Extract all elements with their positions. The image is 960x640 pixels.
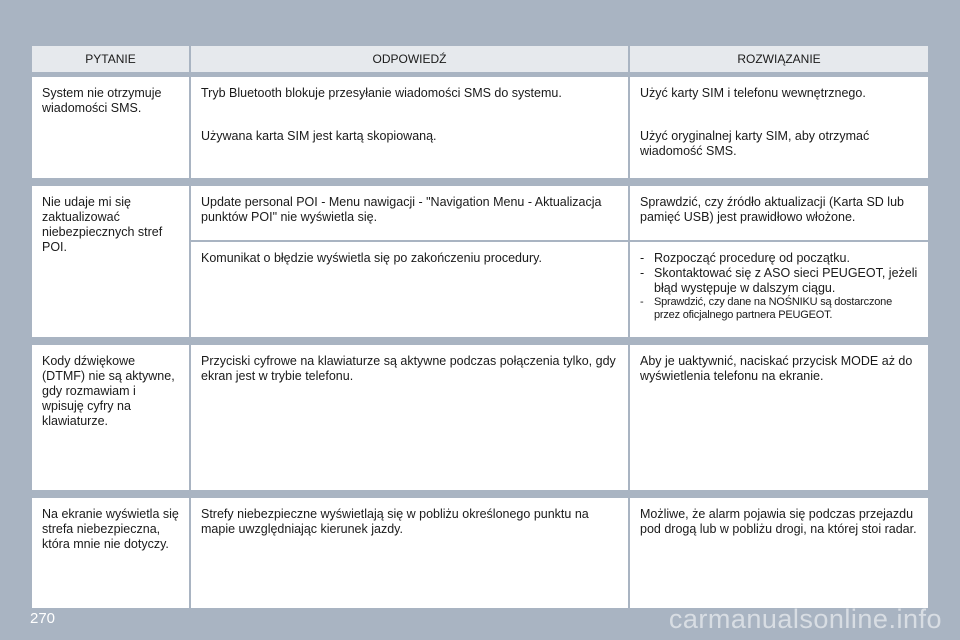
list-item: - Skontaktować się z ASO sieci PEUGEOT, jeżeli błąd występuje w dalszym ciągu. <box>640 266 918 296</box>
row2-question <box>32 186 189 337</box>
row2-answer-1: Update personal POI - Menu nawigacji - "Navigation Menu - Aktualizacja punktów POI" nie wyświetla się. <box>201 195 602 224</box>
row4-question <box>32 498 189 608</box>
row3-answer-1: Przyciski cyfrowe na klawiaturze są aktywne podczas połączenia tylko, gdy ekran jest w trybie telefonu. <box>201 354 616 383</box>
row3-question <box>32 345 189 490</box>
row4-answer-1: Strefy niebezpieczne wyświetlają się w pobliżu określonego punktu na mapie uwzględniając kierunek jazdy. <box>201 507 589 536</box>
row2-solution-1: Sprawdzić, czy źródło aktualizacji (Karta SD lub pamięć USB) jest prawidłowo włożone. <box>640 195 904 224</box>
row1-question-text: System nie otrzymuje wiadomości SMS. <box>42 86 162 115</box>
row1-solution-1: Użyć karty SIM i telefonu wewnętrznego. <box>640 86 866 100</box>
row2-solution-2-cell <box>630 242 928 337</box>
watermark: carmanualsonline.info <box>668 604 942 634</box>
row4-solution-1: Możliwe, że alarm pojawia się podczas przejazdu pod drogą lub w pobliżu drogi, na której stoi radar. <box>640 507 917 536</box>
row1-question <box>32 77 189 178</box>
row1-answer-1: Tryb Bluetooth blokuje przesyłanie wiadomości SMS do systemu. <box>201 86 562 100</box>
header-question <box>32 46 189 72</box>
row1-answer-2: Używana karta SIM jest kartą skopiowaną. <box>201 129 437 143</box>
header-answer-label: ODPOWIEDŹ <box>372 51 447 66</box>
row4-answer <box>191 498 628 608</box>
row4-question-text: Na ekranie wyświetla się strefa niebezpieczna, która mnie nie dotyczy. <box>42 507 179 551</box>
row2-question-text: Nie udaje mi się zaktualizować niebezpiecznych stref POI. <box>42 195 163 254</box>
row3-solution <box>630 345 928 490</box>
row4-solution <box>630 498 928 608</box>
row2-answer-1-cell <box>191 186 628 240</box>
row2-solution-list <box>640 251 918 322</box>
row1-solution <box>630 77 928 178</box>
list-item: - Rozpocząć procedurę od początku. <box>640 251 918 266</box>
list-item: - Sprawdzić, czy dane na NOŚNIKU są dostarczone przez oficjalnego partnera PEUGEOT. <box>640 296 918 322</box>
header-solution <box>630 46 928 72</box>
row3-solution-1: Aby je uaktywnić, naciskać przycisk MODE aż do wyświetlenia telefonu na ekranie. <box>640 354 913 383</box>
row1-answer <box>191 77 628 178</box>
page-number: 270 <box>30 610 56 627</box>
header-question-label: PYTANIE <box>85 51 136 66</box>
row2-solution-1-cell <box>630 186 928 240</box>
row2-answer-2: Komunikat o błędzie wyświetla się po zakończeniu procedury. <box>201 251 542 265</box>
row1-solution-2: Użyć oryginalnej karty SIM, aby otrzymać wiadomość SMS. <box>640 129 870 158</box>
row3-answer <box>191 345 628 490</box>
row3-question-text: Kody dźwiękowe (DTMF) nie są aktywne, gdy rozmawiam i wpisuję cyfry na klawiaturze. <box>42 354 175 428</box>
header-solution-label: ROZWIĄZANIE <box>737 51 821 66</box>
row2-answer-2-cell <box>191 242 628 337</box>
header-answer <box>191 46 628 72</box>
